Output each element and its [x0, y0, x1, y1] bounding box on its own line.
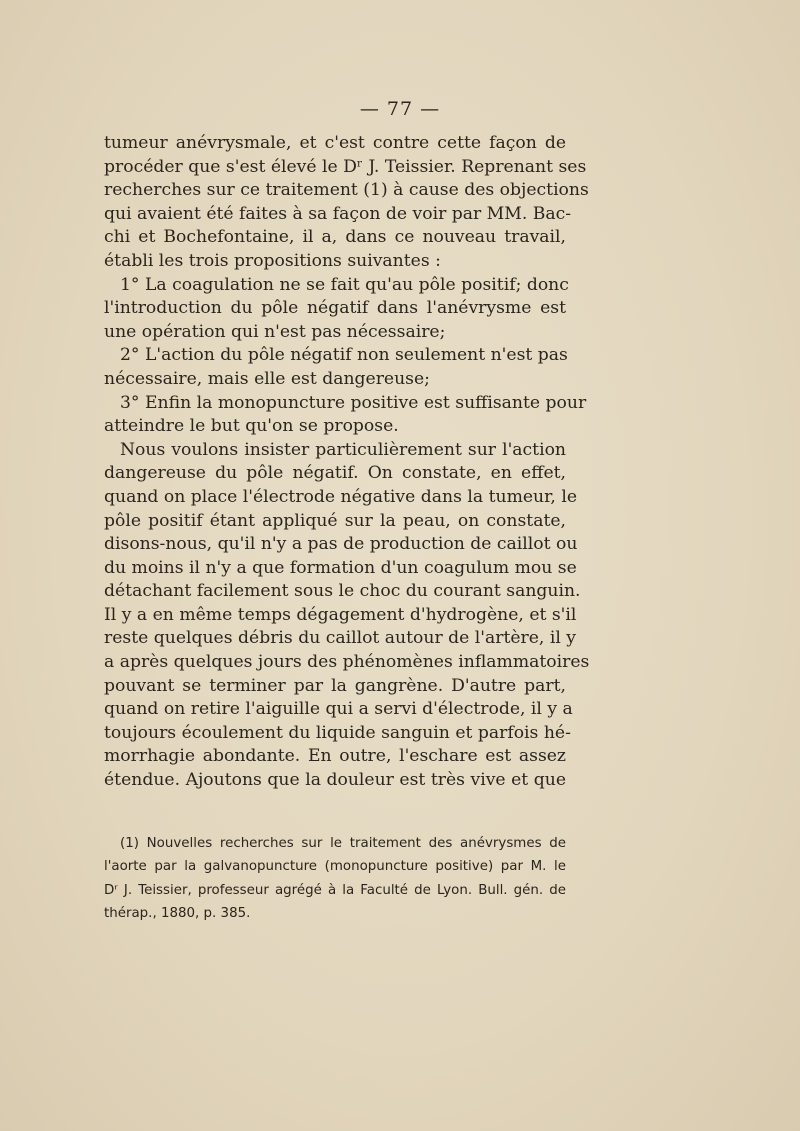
body-line: quand on place l'électrode négative dans la tumeur, le [104, 486, 578, 507]
body-line: 3° Enfin la monopuncture positive est suffisante pour [120, 392, 587, 413]
body-line: une opération qui n'est pas nécessaire; [104, 321, 446, 342]
body-line: disons-nous, qu'il n'y a pas de production de caillot ou [104, 534, 578, 555]
body-line: atteindre le but qu'on se propose. [104, 416, 399, 437]
body-line: recherches sur ce traitement (1) à cause des objections [104, 180, 589, 201]
footnote-line: l'aorte par la galvanopuncture (monopuncture positive) par M. le [104, 859, 566, 875]
body-line: reste quelques débris du caillot autour de l'artère, il y [104, 628, 577, 649]
body-line: morrhagie abondante. En outre, l'eschare est assez [104, 746, 566, 767]
body-line: nécessaire, mais elle est dangereuse; [104, 368, 430, 389]
footnote-line: Dʳ J. Teissier, professeur agrégé à la Faculté de Lyon. Bull. gén. de [104, 882, 566, 898]
body-line: dangereuse du pôle négatif. On constate, en effet, [104, 463, 566, 484]
body-line: procéder que s'est élevé le Dʳ J. Teissier. Reprenant ses [104, 156, 587, 177]
body-line: Il y a en même temps dégagement d'hydrogène, et s'il [104, 604, 577, 625]
page-number: — 77 — [359, 98, 441, 120]
body-line: pouvant se terminer par la gangrène. D'autre part, [104, 675, 566, 696]
footnote [104, 832, 566, 926]
body-line: du moins il n'y a que formation d'un coagulum mou se [104, 557, 577, 578]
body-line: tumeur anévrysmale, et c'est contre cette façon de [104, 133, 566, 153]
body-line: a après quelques jours des phénomènes inflammatoires [104, 652, 590, 673]
body-line: toujours écoulement du liquide sanguin et parfois hé- [104, 722, 571, 743]
body-line: 1° La coagulation ne se fait qu'au pôle positif; donc [120, 274, 569, 295]
body-line: étendue. Ajoutons que la douleur est très vive et que [104, 770, 566, 791]
body-line: Nous voulons insister particulièrement sur l'action [120, 439, 566, 460]
body-line: 2° L'action du pôle négatif non seulement n'est pas [120, 345, 568, 366]
footnote-line: (1) Nouvelles recherches sur le traitement des anévrysmes de [120, 836, 566, 851]
body-line: établi les trois propositions suivantes : [104, 250, 441, 271]
body-line: quand on retire l'aiguille qui a servi d'électrode, il y a [104, 699, 573, 720]
body-line: qui avaient été faites à sa façon de voir par MM. Bac- [104, 203, 572, 224]
body-line: l'introduction du pôle négatif dans l'anévrysme est [104, 298, 566, 319]
body-line: chi et Bochefontaine, il a, dans ce nouveau travail, [104, 227, 566, 248]
body-line: détachant facilement sous le choc du courant sanguin. [104, 581, 581, 602]
footnote-line: thérap., 1880, p. 385. [104, 906, 251, 922]
body-line: pôle positif étant appliqué sur la peau, on constate, [104, 510, 566, 531]
body-text [104, 132, 590, 793]
